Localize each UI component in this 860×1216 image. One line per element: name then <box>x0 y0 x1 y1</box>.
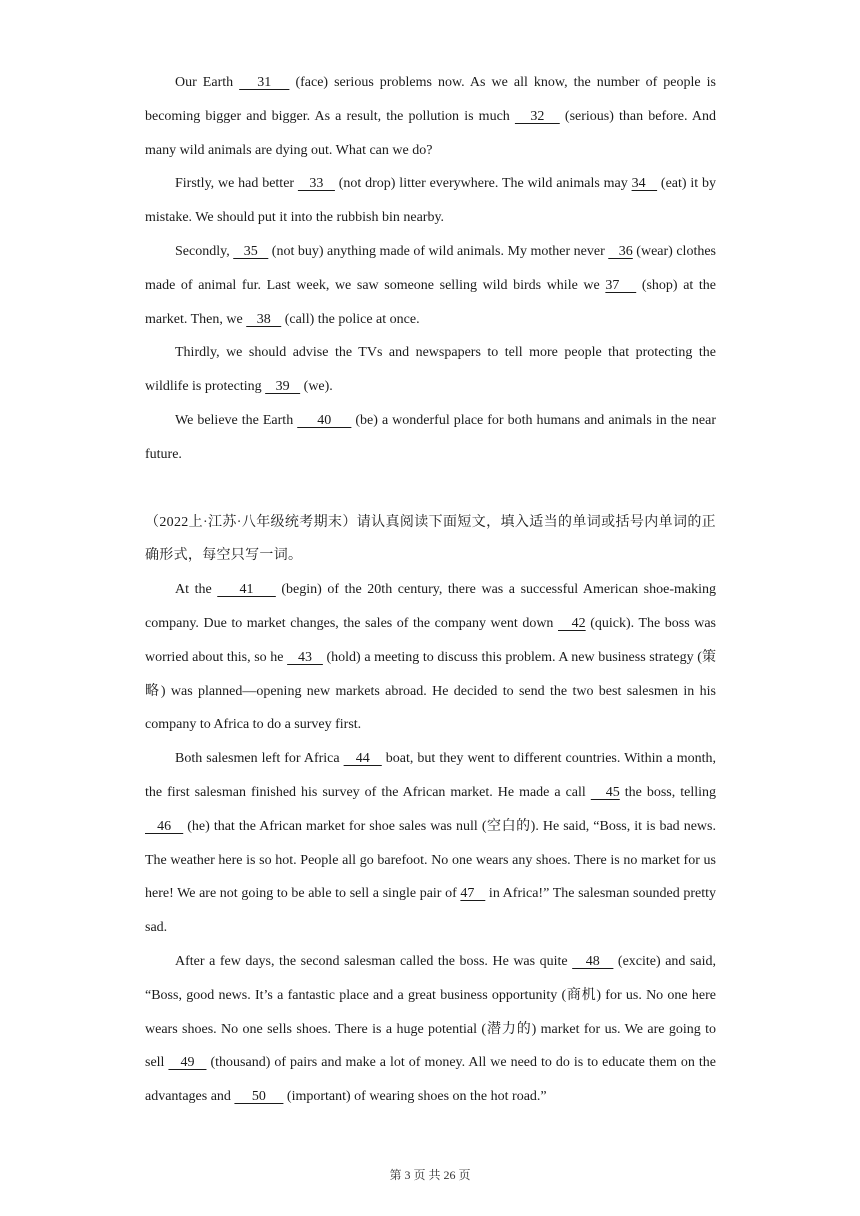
paragraph <box>145 167 716 235</box>
answer-blank: 46 <box>145 818 184 834</box>
document-page <box>145 66 716 1114</box>
answer-blank: 37 <box>605 277 637 293</box>
answer-blank: 48 <box>572 953 614 969</box>
answer-blank: 39 <box>265 379 301 395</box>
paragraph-text: the boss, telling <box>619 784 717 800</box>
paragraph-text: in Africa!” The salesman sounded pretty sad. <box>145 886 716 936</box>
paragraph-text: (eat) it by mistake. We should put it into the rubbish bin nearby. <box>145 176 717 226</box>
paragraph-text: (important) of wearing shoes on the hot road.” <box>283 1089 547 1105</box>
answer-blank: 36 <box>608 243 633 259</box>
answer-blank: 40 <box>297 412 352 428</box>
exercise-instruction: （2022上·江苏·八年级统考期末）请认真阅读下面短文，填入适当的单词或括号内单词的正确形式，每空只写一词。 <box>145 514 716 564</box>
paragraph-text: (begin) of the 20th century, there was a successful American shoe-making company. Due to market changes, the sales of the company went down <box>145 582 717 631</box>
paragraph-text: (wear) clothes made of animal fur. Last week, we saw someone selling wild birds while we <box>145 243 717 293</box>
answer-blank: 45 <box>590 784 620 800</box>
answer-blank: 35 <box>233 243 269 259</box>
paragraph-text: (excite) and said, “Boss, good news. It’s a fantastic place and a great business opportunity (商机) for us. No one here wears shoes. No one sells shoes. There is a huge potential (潜力的) market for us. We are going to sell <box>145 953 717 1071</box>
answer-blank: 42 <box>558 615 586 631</box>
paragraph <box>145 573 716 742</box>
paragraph-text: (not drop) litter everywhere. The wild animals may <box>334 176 632 192</box>
paragraph-text: Our Earth <box>175 75 240 90</box>
page-footer: 第 3 页 共 26 页 <box>389 1168 471 1182</box>
answer-blank: 34 <box>631 176 658 192</box>
answer-blank: 50 <box>234 1089 284 1105</box>
paragraph-text: (we). <box>300 379 333 395</box>
paragraph <box>145 235 716 336</box>
answer-blank: 41 <box>217 582 276 598</box>
answer-blank: 38 <box>246 311 282 327</box>
answer-blank: 43 <box>287 649 323 665</box>
paragraph-text: boat, but they went to different countries. Within a month, the first salesman finished his survey of the African market. He made a call <box>145 751 717 800</box>
answer-blank: 33 <box>297 176 335 192</box>
answer-blank: 44 <box>343 751 382 767</box>
paragraph-text: (face) serious problems now. As we all know, the number of people is becoming bigger and bigger. As a result, the pollution is much <box>145 75 716 124</box>
paragraph <box>145 404 716 472</box>
paragraph-text: (not buy) anything made of wild animals. My mother never <box>268 243 609 259</box>
answer-blank: 32 <box>514 108 560 124</box>
paragraph-text: Both salesmen left for Africa <box>175 751 344 767</box>
paragraph-text: (hold) a meeting to discuss this problem. A new business strategy (策略) was planned—opening new markets abroad. He decided to send the two best salesmen in his company to Africa to do a survey first. <box>145 649 717 733</box>
paragraph-text: Secondly, <box>175 243 234 259</box>
paragraph <box>145 742 716 945</box>
answer-blank: 47 <box>460 886 486 902</box>
paragraph-text: At the <box>175 582 218 598</box>
paragraph <box>145 945 716 1114</box>
paragraph-text: (he) that the African market for shoe sales was null (空白的). He said, “Boss, it is bad news. The weather here is so hot. People all go barefoot. No one wears any shoes. There is no market for us here! We are not going to be able to sell a single pair of <box>145 818 716 902</box>
paragraph-text: (quick). The boss was worried about this, so he <box>145 615 717 665</box>
paragraph-text: Firstly, we had better <box>175 176 298 192</box>
passage-one <box>145 66 716 472</box>
paragraph <box>145 66 716 167</box>
answer-blank: 49 <box>168 1055 207 1071</box>
paragraph-text: We believe the Earth <box>175 412 298 428</box>
paragraph-text: (thousand) of pairs and make a lot of money. All we need to do is to educate them on the advantages and <box>145 1055 717 1105</box>
passage-two <box>145 573 716 1114</box>
paragraph-text: (shop) at the market. Then, we <box>145 277 717 327</box>
paragraph-text: After a few days, the second salesman called the boss. He was quite <box>175 953 573 969</box>
paragraph-text: (serious) than before. And many wild animals are dying out. What can we do? <box>145 108 717 158</box>
paragraph <box>145 336 716 404</box>
paragraph-text: (be) a wonderful place for both humans and animals in the near future. <box>145 412 716 462</box>
paragraph-text: (call) the police at once. <box>281 311 420 327</box>
paragraph-text: Thirdly, we should advise the TVs and newspapers to tell more people that protecting the wildlife is protecting <box>145 345 716 395</box>
answer-blank: 31 <box>239 75 290 90</box>
